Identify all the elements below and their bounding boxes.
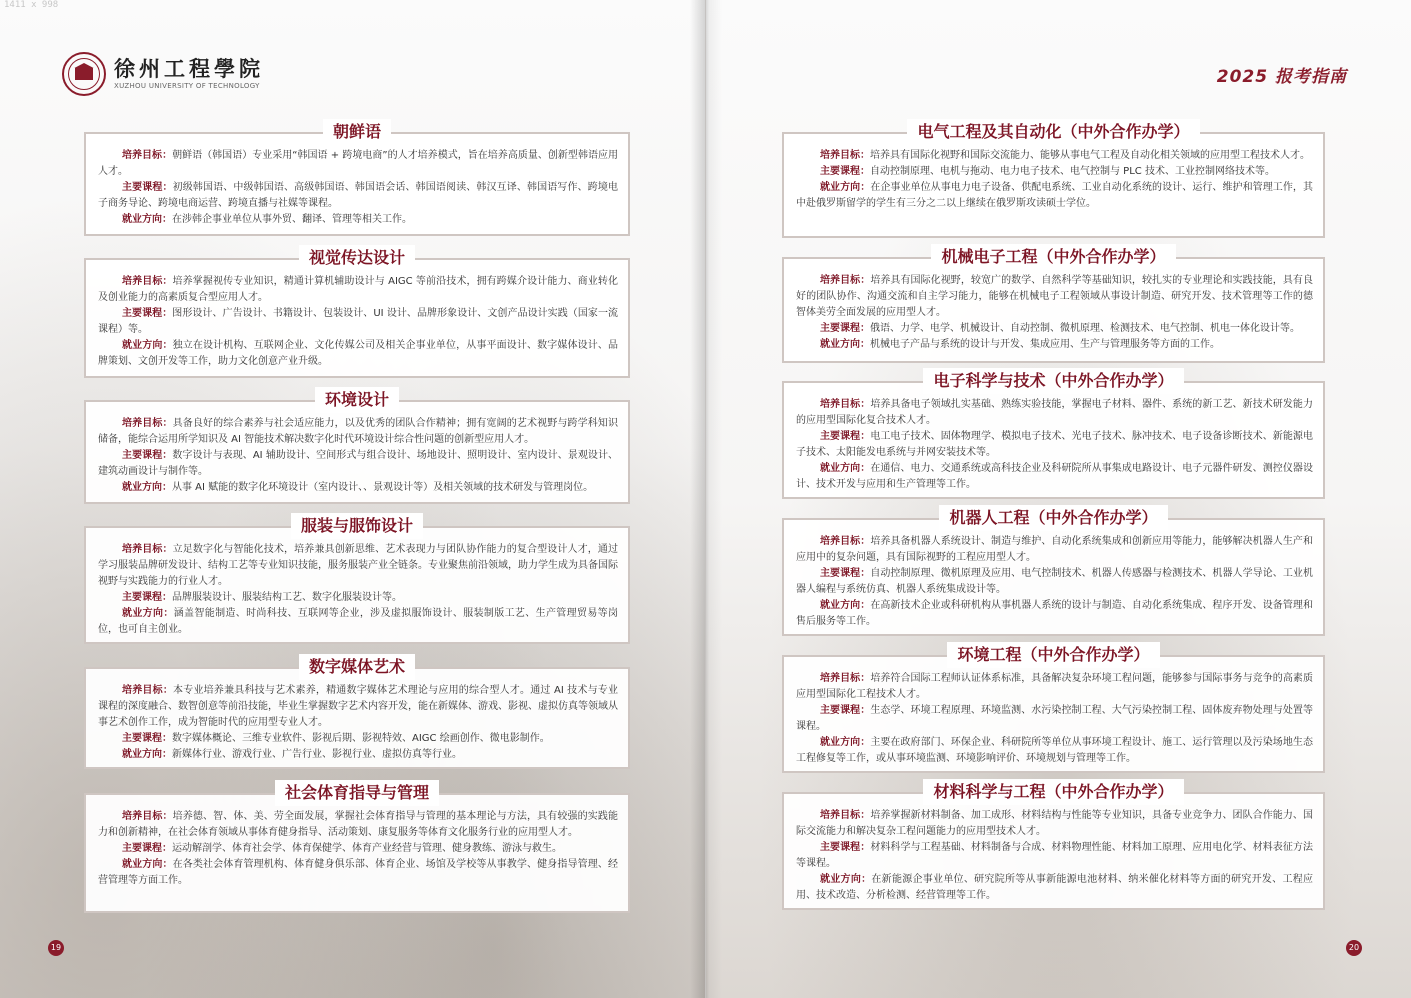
goal-text: 培养具备机器人系统设计、制造与维护、自动化系统集成和创新应用等能力，能够解决机器人生产和应用中的复杂问题，具有国际视野的工程应用型人才。 — [796, 536, 1313, 563]
career-text: 在各类社会体育管理机构、体育健身俱乐部、体育企业、场馆及学校等从事教学、健身指导管理、经营管理等方面工作。 — [98, 859, 618, 886]
career-label: 就业方向： — [820, 737, 871, 748]
career-label: 就业方向： — [122, 749, 172, 760]
book-spine-shadow — [690, 0, 722, 998]
career-text: 主要在政府部门、环保企业、科研院所等单位从事环境工程设计、施工、运行管理以及污染场地生态工程修复等工作，或从事环境监测、环境影响评价、环境规划与管理等工作。 — [796, 737, 1313, 764]
dimensions-label: 1411 x 998 — [4, 0, 59, 10]
career-text: 在新能源企事业单位、研究院所等从事新能源电池材料、纳米催化材料等方面的研究开发、工程应用、技术改造、分析检测、经营管理等工作。 — [796, 874, 1314, 901]
school-seal-icon — [62, 52, 106, 96]
major-title: 视觉传达设计 — [299, 245, 415, 271]
courses-label: 主要课程： — [122, 843, 172, 854]
major-card — [84, 783, 630, 913]
page-number: 20 — [1346, 940, 1362, 956]
goal-text: 培养具有国际化视野，较宽广的数学、自然科学等基础知识，较扎实的专业理论和实践技能，具有良好的团队协作、沟通交流和自主学习能力，能够在机械电子工程领域从事设计制造、研究开发、技术管理等工作的德智体美劳全面发展的应用型人才。 — [796, 275, 1313, 318]
major-title: 材料科学与工程（中外合作办学） — [923, 779, 1183, 805]
page-number: 19 — [48, 940, 64, 956]
school-name-en: XUZHOU UNIVERSITY OF TECHNOLOGY — [114, 82, 260, 90]
major-title: 环境工程（中外合作办学） — [947, 642, 1159, 668]
career-label: 就业方向： — [820, 182, 871, 193]
major-title: 机械电子工程（中外合作办学） — [931, 244, 1175, 270]
career-text: 在涉韩企事业单位从事外贸、翻译、管理等相关工作。 — [172, 214, 412, 225]
courses-text: 数字媒体概论、三维专业软件、影视后期、影视特效、AIGC 绘画创作、微电影制作。 — [172, 733, 550, 744]
major-card — [782, 645, 1325, 773]
goal-text: 培养具有国际化视野和国际交流能力、能够从事电气工程及自动化相关领域的应用型工程技术人才。 — [870, 150, 1310, 161]
courses-text: 电工电子技术、固体物理学、模拟电子技术、光电子技术、脉冲技术、电子设备诊断技术、新能源电子技术、太阳能发电系统与并网安装技术等。 — [796, 431, 1313, 458]
major-title: 机器人工程（中外合作办学） — [939, 505, 1167, 531]
goal-label: 培养目标： — [820, 536, 871, 547]
courses-text: 俄语、力学、电学、机械设计、自动控制、微机原理、检测技术、电气控制、机电一体化设计等。 — [870, 323, 1300, 334]
goal-label: 培养目标： — [122, 276, 173, 287]
goal-text: 立足数字化与智能化技术，培养兼具创新思维、艺术表现力与团队协作能力的复合型设计人才，通过学习服装品牌研发设计、结构工艺等专业知识技能，服务服装产业全链条。专业聚焦前沿领域，助力学生成为具备国际视野与实践能力的行业人才。 — [98, 544, 618, 587]
major-title: 环境设计 — [315, 387, 399, 413]
guide-title: 2025 报考指南 — [1216, 67, 1347, 87]
goal-label: 培养目标： — [820, 275, 871, 286]
goal-label: 培养目标： — [820, 150, 870, 161]
career-text: 在通信、电力、交通系统或高科技企业及科研院所从事集成电路设计、电子元器件研发、测控仪器设计、技术开发与应用和生产管理等工作。 — [796, 463, 1313, 490]
career-label: 就业方向： — [820, 600, 871, 611]
courses-label: 主要课程： — [820, 323, 870, 334]
major-card — [782, 371, 1325, 499]
courses-text: 材料科学与工程基础、材料制备与合成、材料物理性能、材料加工原理、应用电化学、材料表征方法等课程。 — [796, 842, 1313, 869]
goal-text: 培养掌握新材料制备、加工成形、材料结构与性能等专业知识，具备专业竞争力、团队合作能力、国际交流能力和解决复杂工程问题能力的应用型技术人才。 — [796, 810, 1313, 837]
courses-text: 自动控制原理、微机原理及应用、电气控制技术、机器人传感器与检测技术、机器人学导论、工业机器人编程与系统仿真、机器人系统集成设计等。 — [796, 568, 1313, 595]
career-label: 就业方向： — [820, 463, 871, 474]
goal-text: 培养符合国际工程师认证体系标准，具备解决复杂环境工程问题，能够参与国际事务与竞争的高素质应用型国际化工程技术人才。 — [796, 673, 1313, 700]
goal-label: 培养目标： — [122, 811, 173, 822]
goal-text: 具备良好的综合素养与社会适应能力，以及优秀的团队合作精神；拥有宽阔的艺术视野与跨学科知识储备，能综合运用所学知识及 AI 智能技术解决数字化时代环境设计综合性问题的创新型应用人才。 — [98, 418, 618, 445]
school-logo — [62, 52, 264, 96]
goal-label: 培养目标： — [122, 544, 173, 555]
goal-text: 培养掌握视传专业知识，精通计算机辅助设计与 AIGC 等前沿技术，拥有跨媒介设计能力、商业转化及创业能力的高素质复合型应用人才。 — [98, 276, 618, 303]
courses-text: 品牌服装设计、服装结构工艺、数字化服装设计等。 — [172, 592, 402, 603]
major-card — [782, 508, 1325, 636]
major-title: 数字媒体艺术 — [299, 654, 415, 680]
goal-label: 培养目标： — [820, 673, 871, 684]
goal-label: 培养目标： — [122, 418, 173, 429]
major-card — [84, 516, 630, 644]
goal-text: 培养具备电子领域扎实基础、熟练实验技能，掌握电子材料、器件、系统的新工艺、新技术研发能力的应用型国际化复合技术人才。 — [796, 399, 1313, 426]
goal-text: 培养德、智、体、美、劳全面发展，掌握社会体育指导与管理的基本理论与方法，具有较强的实践能力和创新精神，在社会体育领域从事体育健身指导、活动策划、康复服务等体育文化服务行业的应用型人才。 — [98, 811, 618, 838]
courses-text: 数字设计与表现、AI 辅助设计、空间形式与组合设计、场地设计、照明设计、室内设计、景观设计、建筑动画设计与制作等。 — [98, 450, 619, 477]
major-title: 朝鲜语 — [323, 119, 391, 145]
major-card — [782, 782, 1325, 910]
major-card — [84, 122, 630, 236]
courses-text: 自动控制原理、电机与拖动、电力电子技术、电气控制与 PLC 技术、工业控制网络技术等。 — [870, 166, 1275, 177]
career-label: 就业方向： — [820, 339, 870, 350]
major-card — [84, 657, 630, 769]
courses-label: 主要课程： — [820, 431, 871, 442]
career-label: 就业方向： — [122, 214, 172, 225]
major-card — [782, 247, 1325, 363]
major-card — [782, 122, 1325, 238]
major-title: 电气工程及其自动化（中外合作办学） — [907, 119, 1199, 145]
courses-text: 运动解剖学、体育社会学、体育保健学、体育产业经营与管理、健身教练、游泳与救生。 — [172, 843, 562, 854]
courses-label: 主要课程： — [820, 705, 871, 716]
career-text: 从事 AI 赋能的数字化环境设计（室内设计、、景观设计等）及相关领域的技术研发与管理岗位。 — [172, 482, 594, 493]
major-title: 社会体育指导与管理 — [275, 780, 439, 806]
career-text: 独立在设计机构、互联网企业、文化传媒公司及相关企事业单位，从事平面设计、数字媒体设计、品牌策划、文创开发等工作，助力文化创意产业升级。 — [98, 340, 618, 367]
major-card — [84, 390, 630, 504]
courses-label: 主要课程： — [122, 450, 173, 461]
career-label: 就业方向： — [820, 874, 872, 885]
career-text: 涵盖智能制造、时尚科技、互联网等企业，涉及虚拟服饰设计、服装制版工艺、生产管理贸易等岗位，也可自主创业。 — [98, 608, 619, 635]
career-label: 就业方向： — [122, 340, 173, 351]
career-label: 就业方向： — [122, 482, 172, 493]
school-name-cn: 徐州工程學院 — [114, 56, 264, 81]
goal-text: 朝鲜语（韩国语）专业采用“韩国语 + 跨境电商”的人才培养模式，旨在培养高质量、创新型韩语应用人才。 — [98, 150, 618, 177]
major-title: 电子科学与技术（中外合作办学） — [923, 368, 1183, 394]
courses-label: 主要课程： — [122, 733, 172, 744]
career-label: 就业方向： — [122, 859, 173, 870]
courses-label: 主要课程： — [820, 166, 870, 177]
goal-text: 本专业培养兼具科技与艺术素养，精通数字媒体艺术理论与应用的综合型人才。通过 AI 技术与专业课程的深度融合、数智创意等前沿技能，毕业生掌握数字艺术内容开发，能在新媒体、游戏、影视、虚拟仿真等领域从事艺术创作工作，成为智能时代的应用型专业人才。 — [98, 685, 618, 728]
courses-label: 主要课程： — [122, 182, 173, 193]
career-text: 在企事业单位从事电力电子设备、供配电系统、工业自动化系统的设计、运行、维护和管理工作，其中赴俄罗斯留学的学生有三分之二以上继续在俄罗斯攻读硕士学位。 — [796, 182, 1313, 209]
courses-text: 初级韩国语、中级韩国语、高级韩国语、韩国语会话、韩国语阅读、韩汉互译、韩国语写作、跨境电子商务导论、跨境电商运营、跨境直播与社媒等课程。 — [98, 182, 618, 209]
goal-label: 培养目标： — [122, 150, 173, 161]
career-text: 在高新技术企业或科研机构从事机器人系统的设计与制造、自动化系统集成、程序开发、设备管理和售后服务等工作。 — [796, 600, 1313, 627]
courses-label: 主要课程： — [122, 308, 173, 319]
career-label: 就业方向： — [122, 608, 174, 619]
courses-label: 主要课程： — [122, 592, 172, 603]
goal-label: 培养目标： — [820, 810, 871, 821]
courses-text: 图形设计、广告设计、书籍设计、包装设计、UI 设计、品牌形象设计、文创产品设计实践（国家一流课程）等。 — [98, 308, 618, 335]
right-page — [706, 0, 1411, 998]
courses-text: 生态学、环境工程原理、环境监测、水污染控制工程、大气污染控制工程、固体废弃物处理与处置等课程。 — [796, 705, 1313, 732]
goal-label: 培养目标： — [820, 399, 871, 410]
courses-label: 主要课程： — [820, 568, 871, 579]
left-page — [0, 0, 705, 998]
major-card — [84, 248, 630, 378]
major-title: 服装与服饰设计 — [291, 513, 423, 539]
career-text: 机械电子产品与系统的设计与开发、集成应用、生产与管理服务等方面的工作。 — [870, 339, 1220, 350]
courses-label: 主要课程： — [820, 842, 871, 853]
career-text: 新媒体行业、游戏行业、广告行业、影视行业、虚拟仿真等行业。 — [172, 749, 462, 760]
goal-label: 培养目标： — [122, 685, 174, 696]
